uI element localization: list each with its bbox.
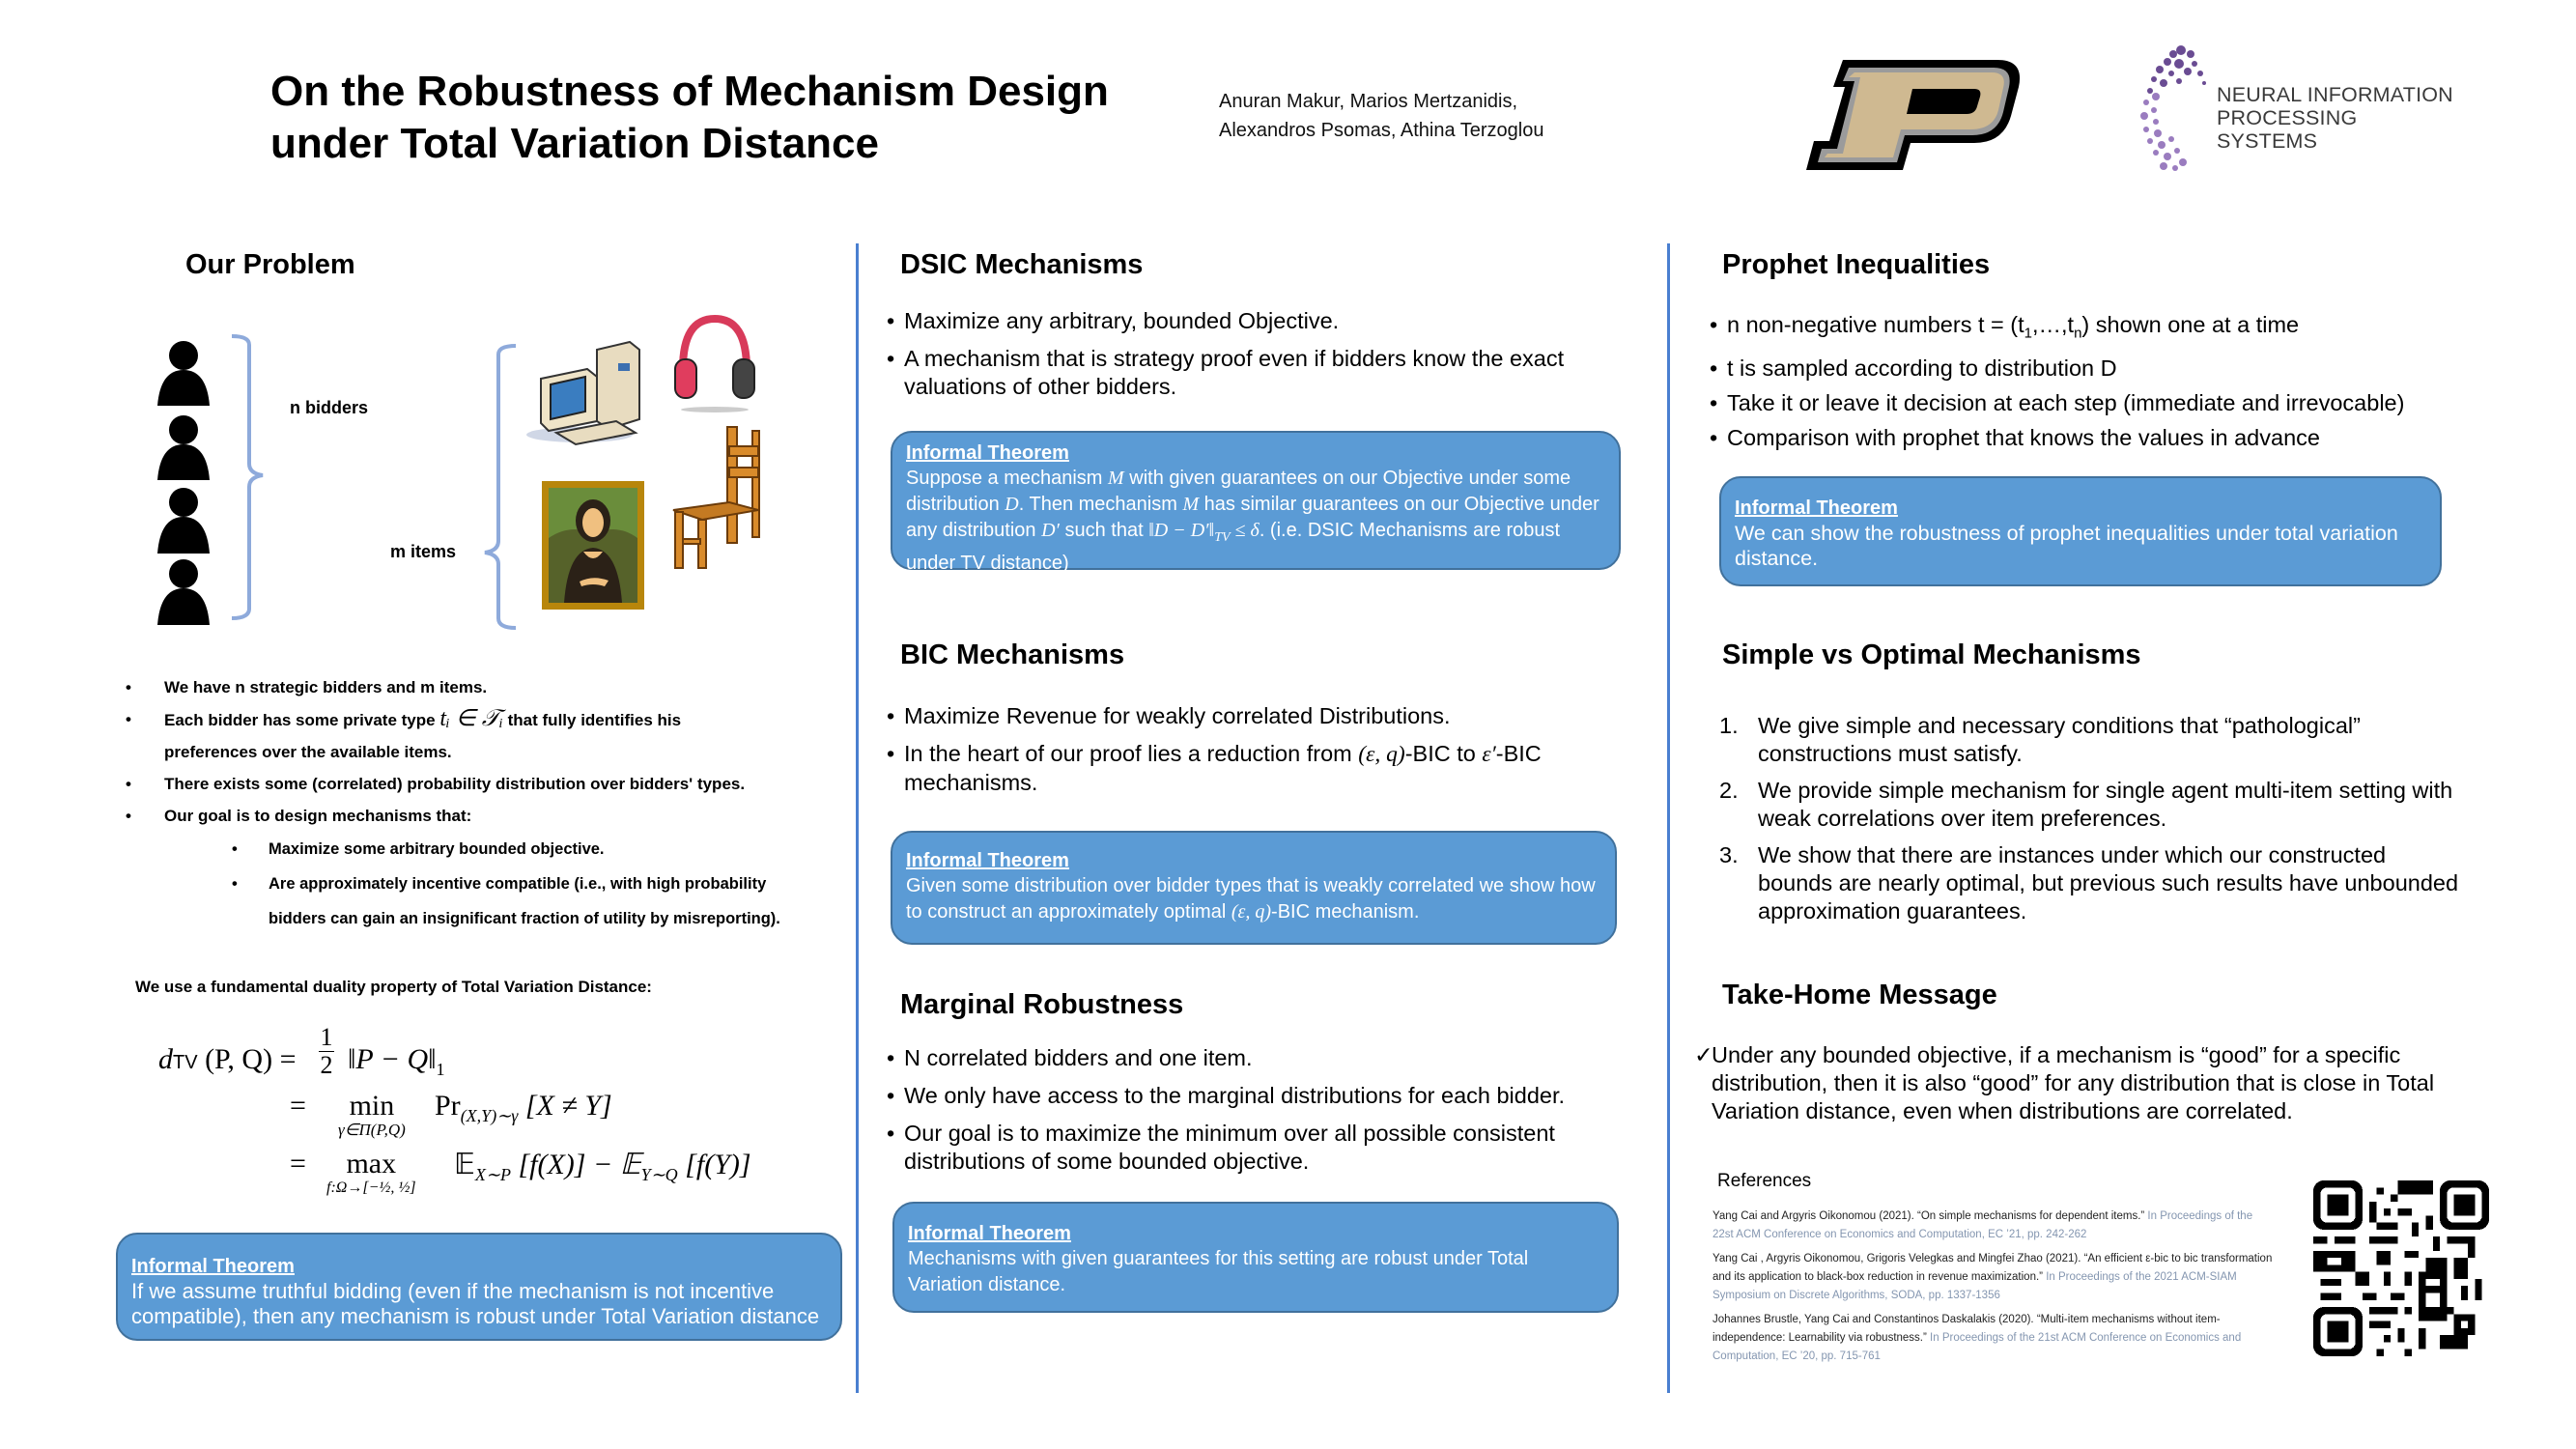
duality-intro: We use a fundamental duality property of Total Variation Distance: bbox=[135, 978, 652, 996]
informal-theorem-dsic bbox=[891, 431, 1621, 574]
n-bidders-label: n bidders bbox=[290, 398, 369, 417]
qr-code[interactable] bbox=[2313, 1180, 2489, 1356]
problem-bullets bbox=[126, 671, 821, 936]
section-title-bic: BIC Mechanisms bbox=[900, 639, 1125, 670]
section-title-marginal: Marginal Robustness bbox=[900, 989, 1184, 1020]
poster-title bbox=[270, 66, 1217, 170]
numbered-item: 2. We provide simple mechanism for single agent multi-item setting with weak correlations over item preferences. bbox=[1719, 778, 2453, 831]
mona-lisa-painting-icon bbox=[541, 480, 645, 611]
marginal-bullets bbox=[887, 1044, 1640, 1185]
prophet-bullet: • Take it or leave it decision at each step (immediate and irrevocable) bbox=[1710, 389, 2473, 417]
qr-code-icon bbox=[2313, 1180, 2489, 1356]
references-heading: References bbox=[1717, 1171, 1812, 1191]
type-math: tᵢ ∈ 𝒯ᵢ bbox=[439, 706, 503, 731]
reference-item: Yang Cai and Argyris Oikonomou (2021). “On simple mechanisms for dependent items.” In Proceedings of the 22st ACM Conference on Economics and Computation, EC ’21, pp. 242-262 bbox=[1713, 1210, 2253, 1240]
bic-bullet: • In the heart of our proof lies a reduction from (ε, q)-BIC to ε′-BIC mechanisms. bbox=[887, 740, 1640, 797]
section-title-simple-vs-optimal: Simple vs Optimal Mechanisms bbox=[1722, 639, 2141, 670]
theorem-body: Mechanisms with given guarantees for this setting are robust under Total Variation distance. bbox=[908, 1248, 1529, 1295]
prophet-bullet: • Comparison with prophet that knows the values in advance bbox=[1710, 424, 2473, 452]
section-title-dsic: DSIC Mechanisms bbox=[900, 249, 1144, 280]
neurips-logo bbox=[2135, 43, 2463, 178]
headphones-icon bbox=[671, 309, 758, 415]
m-items-label: m items bbox=[390, 542, 457, 561]
checkmark-icon: ✓ bbox=[1694, 1042, 1713, 1067]
neurips-dots-icon bbox=[2135, 43, 2222, 178]
theorem-heading: Informal Theorem bbox=[906, 442, 1069, 464]
reference-item: Yang Cai , Argyris Oikonomou, Grigoris Velegkas and Mingfei Zhao (2021). “An efficient ε-bic to bic transformation and its application to black-box reduction in revenue maximization.” In Proceedings of the 2021 ACM-SIAM Symposium on Discrete Algorithms, SODA, pp. 1337-1356 bbox=[1713, 1253, 2273, 1301]
bidders-figure bbox=[153, 333, 220, 628]
neurips-wordmark-line-1: NEURAL INFORMATION bbox=[2217, 83, 2453, 106]
neurips-wordmark-line-2: PROCESSING SYSTEMS bbox=[2217, 106, 2358, 153]
simple-vs-optimal-list bbox=[1719, 712, 2463, 934]
prophet-bullet: • t is sampled according to distribution D bbox=[1710, 355, 2473, 383]
bic-bullets bbox=[887, 702, 1640, 807]
bidders-bracket bbox=[230, 333, 269, 623]
problem-bullet: • Each bidder has some private type tᵢ ∈ 𝒯ᵢ that fully identifies his preferences over the available items. bbox=[126, 703, 821, 768]
reference-item: Johannes Brustle, Yang Cai and Constantinos Daskalakis (2020). “Multi-item mechanisms without item-independence: Learnability via robustness.” In Proceedings of the 21st ACM Conference on Economics and Computation, EC ’20, pp. 715-761 bbox=[1713, 1314, 2242, 1362]
title-line-2: under Total Variation Distance bbox=[270, 120, 879, 167]
section-title-our-problem: Our Problem bbox=[185, 249, 355, 280]
computer-icon bbox=[522, 340, 657, 446]
theorem-heading: Informal Theorem bbox=[908, 1223, 1071, 1244]
section-title-take-home: Take-Home Message bbox=[1722, 980, 1997, 1010]
informal-theorem-prophet bbox=[1719, 476, 2442, 586]
neurips-wordmark bbox=[2217, 83, 2463, 153]
take-home-message: ✓ Under any bounded objective, if a mechanism is “good” for a specific distribution, then it is also “good” for any distribution that is close in Total Variation distance, even when distributions are correlated. bbox=[1694, 1042, 2435, 1123]
purdue-logo bbox=[1804, 58, 2026, 172]
theorem-heading: Informal Theorem bbox=[906, 850, 1069, 871]
authors-line-1: Anuran Makur, Marios Mertzanidis, bbox=[1219, 91, 1518, 112]
bidder-people-icon bbox=[153, 333, 220, 628]
problem-bullet: • There exists some (correlated) probability distribution over bidders' types. bbox=[126, 768, 821, 800]
column-divider-1 bbox=[856, 243, 859, 1393]
informal-theorem-truthful bbox=[116, 1233, 842, 1341]
column-divider-2 bbox=[1667, 243, 1670, 1393]
prophet-bullets bbox=[1710, 311, 2473, 459]
theorem-body: Suppose a mechanism M with given guarantees on our Objective under some distribution D. Then mechanism M has similar guarantees on our Objective under any distribution D′ such that ‖D − $D'‖_{TV} \le \delta$. (i.e. DSIC Mechanisms are robust under TV distance) bbox=[906, 468, 1599, 574]
marginal-bullet: • We only have access to the marginal distributions for each bidder. bbox=[887, 1082, 1640, 1110]
dsic-bullets bbox=[887, 307, 1630, 411]
bic-bullet: • Maximize Revenue for weakly correlated Distributions. bbox=[887, 702, 1640, 730]
purdue-p-icon bbox=[1804, 58, 2026, 172]
theorem-body: We can show the robustness of prophet inequalities under total variation distance. bbox=[1735, 522, 2398, 570]
problem-sub-bullet: • Maximize some arbitrary bounded objective. bbox=[232, 832, 821, 867]
chair-icon bbox=[671, 425, 760, 570]
prophet-bullet: • n non-negative numbers $t = (t_1,\dots,t_n)$ shown one at a time bbox=[1710, 311, 2473, 348]
problem-bullet: • Our goal is to design mechanisms that: bbox=[126, 800, 821, 832]
authors-line-2: Alexandros Psomas, Athina Terzoglou bbox=[1219, 120, 1544, 141]
dsic-bullet: • Maximize any arbitrary, bounded Objective. bbox=[887, 307, 1630, 335]
references-list bbox=[1713, 1208, 2273, 1372]
numbered-item: 1. We give simple and necessary conditions that “pathological” constructions must satisfy. bbox=[1719, 713, 2361, 766]
marginal-bullet: • N correlated bidders and one item. bbox=[887, 1044, 1640, 1072]
theorem-heading: Informal Theorem bbox=[131, 1256, 295, 1277]
theorem-heading: Informal Theorem bbox=[1735, 497, 1898, 519]
tv-duality-formula: dTV (P, Q) = 1 2 ‖P − $Q‖_1$ = min γ∈Π(P,Q) $Pr_{(X,Y)\sim\gamma}$ [X ≠ Y] = max f:Ω→[−½, ½] 𝔼$_{X\sim P}$ [f(X)] − 𝔼$_{Y\sim Q}$ [f(Y)] bbox=[158, 1023, 751, 1196]
theorem-body: If we assume truthful bidding (even if the mechanism is not incentive compatible), then any mechanism is robust under Total Variation distance bbox=[131, 1279, 820, 1328]
title-line-1: On the Robustness of Mechanism Design bbox=[270, 68, 1109, 115]
dsic-bullet: • A mechanism that is strategy proof even if bidders know the exact valuations of other bidders. bbox=[887, 345, 1630, 401]
items-bracket bbox=[473, 343, 522, 633]
problem-sub-bullet: • Are approximately incentive compatible (i.e., with high probability bidders can gain an insignificant fraction of utility by misreporting). bbox=[232, 867, 821, 936]
author-list bbox=[1219, 87, 1625, 145]
section-title-prophet: Prophet Inequalities bbox=[1722, 249, 1991, 280]
marginal-bullet: • Our goal is to maximize the minimum over all possible consistent distributions of some bounded objective. bbox=[887, 1120, 1640, 1176]
theorem-body: Given some distribution over bidder types that is weakly correlated we show how to construct an approximately optimal (ε, q)-BIC mechanism. bbox=[906, 875, 1596, 923]
numbered-item: 3. We show that there are instances under which our constructed bounds are nearly optimal, but previous such results have unbounded approximation guarantees. bbox=[1719, 842, 2459, 923]
problem-bullet: • We have n strategic bidders and m items. bbox=[126, 671, 821, 703]
informal-theorem-bic bbox=[891, 831, 1617, 945]
informal-theorem-marginal bbox=[892, 1202, 1619, 1313]
